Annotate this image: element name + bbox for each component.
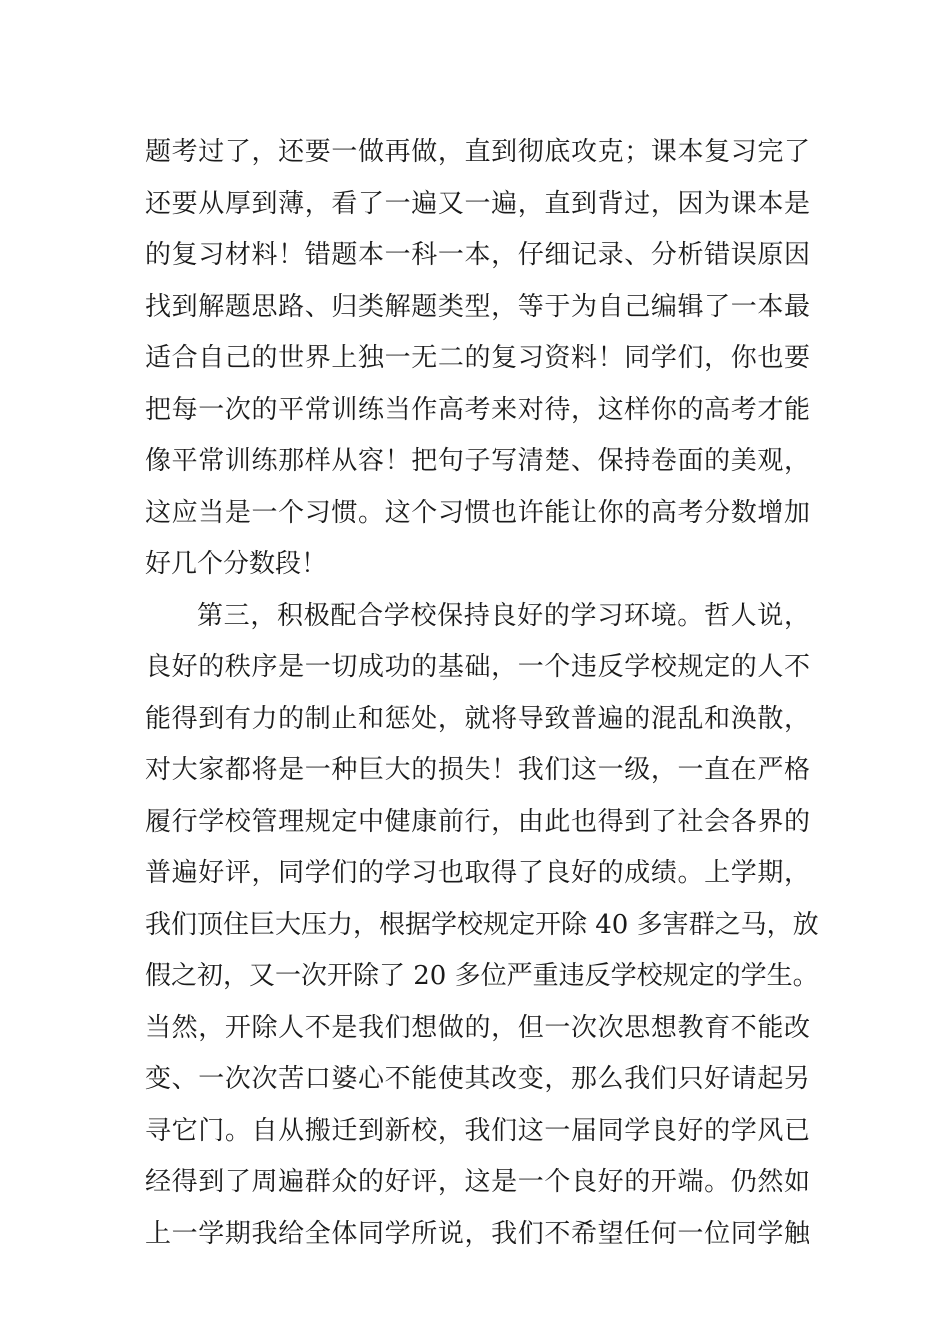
- text-line: 寻它门。自从搬迁到新校，我们这一届同学良好的学风已: [145, 1115, 810, 1146]
- text-line: 找到解题思路、归类解题类型，等于为自己编辑了一本最: [145, 291, 810, 322]
- text-line: 当然，开除人不是我们想做的，但一次次思想教育不能改: [145, 1012, 810, 1043]
- text-line: 良好的秩序是一切成功的基础，一个违反学校规定的人不: [145, 652, 810, 682]
- text-line: 经得到了周遍群众的好评，这是一个良好的开端。仍然如: [145, 1167, 810, 1197]
- text-line: 履行学校管理规定中健康前行，由此也得到了社会各界的: [145, 806, 810, 837]
- text-line: 的复习材料！错题本一科一本，仔细记录、分析错误原因: [145, 240, 810, 270]
- text-line: 这应当是一个习惯。这个习惯也许能让你的高考分数增加: [145, 497, 810, 528]
- text-line: 好几个分数段！: [145, 549, 328, 579]
- text-line: 上一学期我给全体同学所说，我们不希望任何一位同学触: [145, 1218, 810, 1249]
- text-line: 普遍好评，同学们的学习也取得了良好的成绩。上学期，: [145, 858, 810, 888]
- text-line: 我们顶住巨大压力，根据学校规定开除 40 多害群之马，放: [145, 909, 819, 940]
- text-line: 把每一次的平常训练当作高考来对待，这样你的高考才能: [145, 394, 810, 425]
- document-body: [145, 127, 819, 1260]
- text-line: 题考过了，还要一做再做，直到彻底攻克；课本复习完了: [145, 137, 810, 167]
- text-line: 适合自己的世界上独一无二的复习资料！同学们，你也要: [145, 343, 810, 373]
- paragraph-first-line: 第三，积极配合学校保持良好的学习环境。哲人说，: [197, 600, 810, 631]
- text-line: 假之初，又一次开除了 20 多位严重违反学校规定的学生。: [145, 961, 819, 991]
- text-line: 还要从厚到薄，看了一遍又一遍，直到背过，因为课本是: [145, 188, 810, 219]
- text-line: 对大家都将是一种巨大的损失！我们这一级，一直在严格: [145, 755, 810, 785]
- text-line: 能得到有力的制止和惩处，就将导致普遍的混乱和涣散，: [145, 703, 810, 734]
- text-line: 像平常训练那样从容！把句子写清楚、保持卷面的美观，: [145, 446, 810, 476]
- text-line: 变、一次次苦口婆心不能使其改变，那么我们只好请起另: [145, 1064, 810, 1094]
